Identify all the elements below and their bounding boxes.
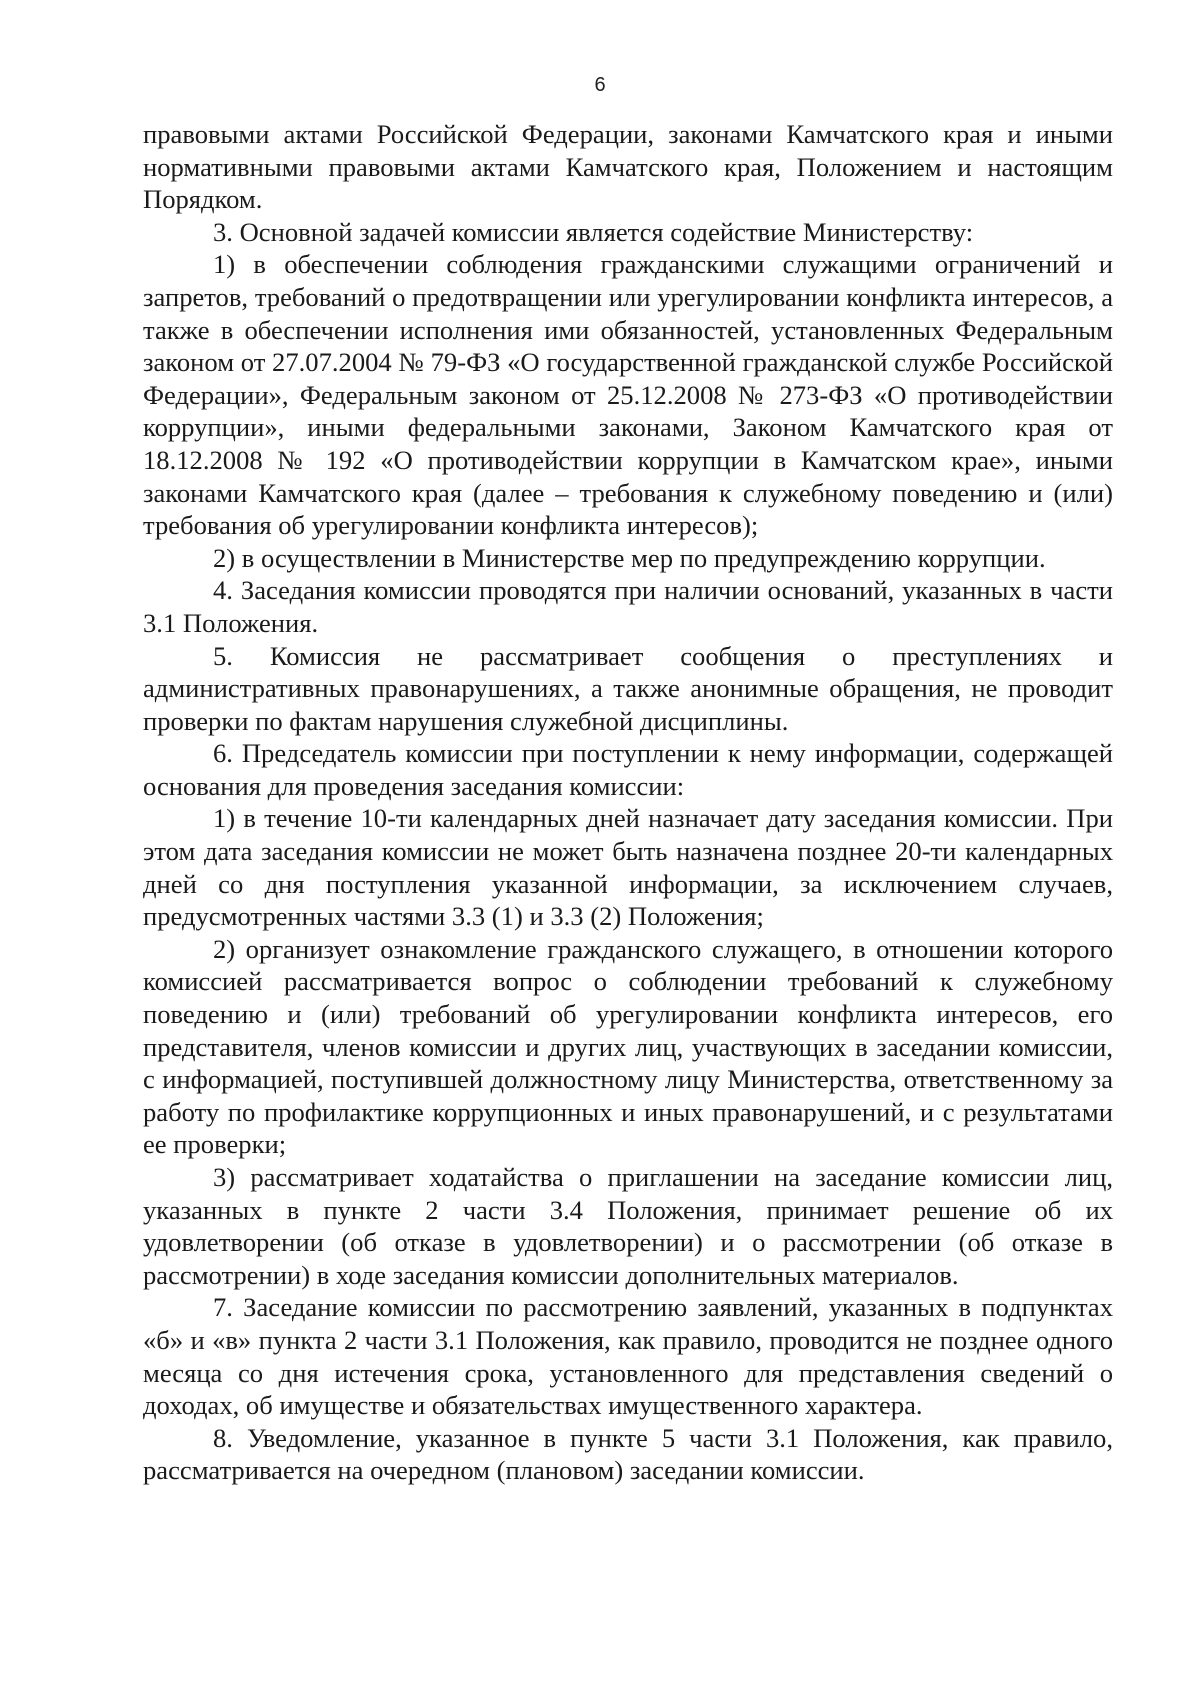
paragraph-item-6-3: 3) рассматривает ходатайства о приглашении на заседание комиссии лиц, указанных в пункте 2 части 3.4 Положения, принимает решение об их удовлетворении (об отказе в удовлетворении) и о рассмотрении (об отказе в рассмотрении) в ходе заседания комиссии дополнительных материалов. — [143, 1162, 1113, 1290]
paragraph-item-4: 4. Заседания комиссии проводятся при наличии оснований, указанных в части 3.1 Положения. — [143, 575, 1113, 638]
paragraph-item-5: 5. Комиссия не рассматривает сообщения о преступлениях и административных правонарушениях, а также анонимные обращения, не проводит проверки по фактам нарушения служебной дисциплины. — [143, 640, 1113, 736]
paragraph-item-3-1: 1) в обеспечении соблюдения гражданскими служащими ограничений и запретов, требований о предотвращении или урегулировании конфликта интересов, а также в обеспечении исполнения ими обязанностей, установленных Федеральным законом от 27.07.2004 № 79-ФЗ «О государственной гражданской службе Российской Федерации», Федеральным законом от 25.12.2008 № 273-ФЗ «О противодействии коррупции», иными федеральными законами, Законом Камчатского края от 18.12.2008 № 192 «О противодействии коррупции в Камчатском крае», иными законами Камчатского края (далее – требования к служебному поведению и (или) требования об урегулировании конфликта интересов); — [143, 249, 1113, 541]
paragraph-item-3-2: 2) в осуществлении в Министерстве мер по предупреждению коррупции. — [213, 542, 1046, 573]
paragraph-item-8: 8. Уведомление, указанное в пункте 5 части 3.1 Положения, как правило, рассматривается на очередном (плановом) заседании комиссии. — [143, 1422, 1113, 1486]
paragraph-item-6: 6. Председатель комиссии при поступлении к нему информации, содержащей основания для проведения заседания комиссии: — [143, 738, 1113, 801]
paragraph-item-6-1: 1) в течение 10-ти календарных дней назначает дату заседания комиссии. При этом дата заседания комиссии не может быть назначена позднее 20-ти календарных дней со дня поступления указанной информации, за исключением случаев, предусмотренных частями 3.3 (1) и 3.3 (2) Положения; — [143, 803, 1113, 932]
paragraph-item-7: 7. Заседание комиссии по рассмотрению заявлений, указанных в подпунктах «б» и «в» пункта 2 части 3.1 Положения, как правило, проводится не позднее одного месяца со дня истечения срока, установленного для представления сведений о доходах, об имуществе и обязательствах имущественного характера. — [143, 1292, 1113, 1421]
page-number: 6 — [594, 74, 606, 96]
document-body — [143, 118, 1113, 1487]
paragraph-continuation: правовыми актами Российской Федерации, законами Камчатского края и иными нормативными правовыми актами Камчатского края, Положением и настоящим Порядком. — [143, 119, 1113, 215]
paragraph-item-6-2: 2) организует ознакомление гражданского служащего, в отношении которого комиссией рассматривается вопрос о соблюдении требований к служебному поведению и (или) требований об урегулировании конфликта интересов, его представителя, членов комиссии и других лиц, участвующих в заседании комиссии, с информацией, поступившей должностному лицу Министерства, ответственному за работу по профилактике коррупционных и иных правонарушений, и с результатами ее проверки; — [143, 933, 1113, 1160]
paragraph-item-3: 3. Основной задачей комиссии является содействие Министерству: — [213, 216, 974, 247]
